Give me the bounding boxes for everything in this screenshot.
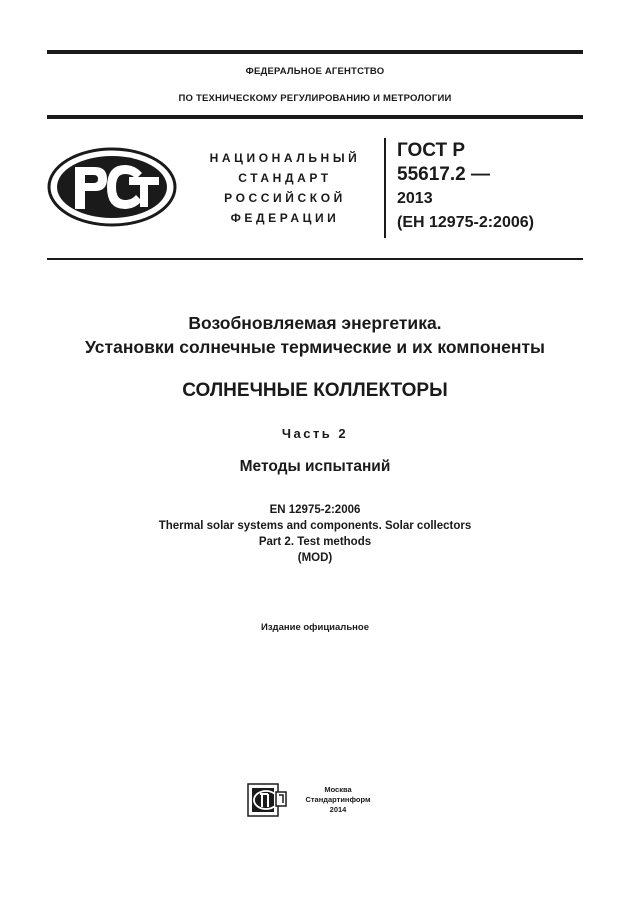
edition-label: Издание официальное: [261, 622, 369, 633]
en-reference: [47, 502, 583, 566]
rst-logo-icon: [47, 147, 177, 227]
standartinform-logo-icon: [246, 780, 288, 820]
part-label: Часть 2: [281, 426, 349, 441]
subtitle: Методы испытаний: [239, 458, 391, 475]
publisher-year: 2014: [329, 805, 347, 814]
designation-line-2: 55617.2 —: [397, 164, 490, 185]
national-line-4: ФЕДЕРАЦИИ: [230, 211, 340, 225]
standard-designation: [397, 139, 534, 235]
en-line-2: Thermal solar systems and components. Solar collectors: [158, 520, 472, 532]
title-line-1: Возобновляемая энергетика.: [188, 313, 442, 333]
en-line-3: Part 2. Test methods: [258, 536, 372, 548]
middle-rule: [47, 258, 583, 260]
en-line-1: EN 12975-2:2006: [269, 504, 361, 516]
national-line-1: НАЦИОНАЛЬНЫЙ: [209, 151, 361, 165]
designation-line-4: (ЕН 12975-2:2006): [397, 214, 534, 231]
designation-line-3: 2013: [397, 190, 433, 207]
agency-line-2: ПО ТЕХНИЧЕСКОМУ РЕГУЛИРОВАНИЮ И МЕТРОЛОГИИ: [178, 93, 452, 104]
national-line-3: РОССИЙСКОЙ: [224, 191, 346, 205]
title-line-2: Установки солнечные термические и их компоненты: [85, 337, 545, 357]
national-standard-label: [190, 148, 380, 228]
vertical-rule: [384, 138, 386, 238]
publisher-info: [292, 785, 384, 815]
main-title: СОЛНЕЧНЫЕ КОЛЛЕКТОРЫ: [182, 380, 448, 401]
national-line-2: СТАНДАРТ: [238, 171, 332, 185]
publisher-name: Стандартинформ: [305, 795, 371, 804]
header-rule: [47, 115, 583, 119]
document-title: [47, 311, 583, 359]
rst-logo-graphic: [47, 147, 177, 227]
agency-line-1: ФЕДЕРАЛЬНОЕ АГЕНТСТВО: [245, 66, 385, 77]
standartinform-logo-graphic: [246, 780, 288, 820]
en-line-4: (MOD): [297, 552, 333, 564]
top-rule: [47, 50, 583, 54]
designation-line-1: ГОСТ Р: [397, 140, 466, 161]
publisher-city: Москва: [324, 785, 352, 794]
